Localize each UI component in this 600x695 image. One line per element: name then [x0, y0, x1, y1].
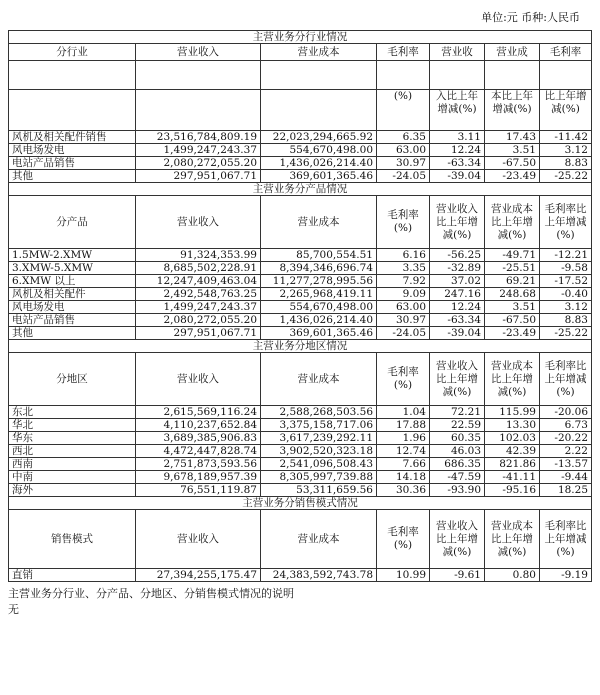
table-cell: 9.09 [377, 288, 430, 301]
table-cell: 72.21 [430, 406, 485, 419]
table-cell: 22,023,294,665.92 [261, 131, 377, 144]
table-cell: 1.96 [377, 432, 430, 445]
row-label: 西南 [9, 458, 136, 471]
column-header: 营业成本 [261, 353, 377, 406]
table-cell: 7.92 [377, 275, 430, 288]
row-label: 3.XMW-5.XMW [9, 262, 136, 275]
table-cell: 2,080,272,055.20 [136, 314, 261, 327]
table-cell: -9.44 [540, 471, 592, 484]
table-cell: 8.83 [540, 157, 592, 170]
table-cell: -20.22 [540, 432, 592, 445]
table-cell: -63.34 [430, 314, 485, 327]
table-cell: 248.68 [485, 288, 540, 301]
column-header: 营业成本 [261, 196, 377, 249]
row-label: 西北 [9, 445, 136, 458]
table-cell: -23.49 [485, 170, 540, 183]
table-row [9, 288, 592, 301]
table-cell: 37.02 [430, 275, 485, 288]
table-row [9, 301, 592, 314]
table-cell: -9.58 [540, 262, 592, 275]
table-cell: 42.39 [485, 445, 540, 458]
empty-cell [136, 61, 261, 90]
table-cell: 1,499,247,243.37 [136, 301, 261, 314]
table-cell: 63.00 [377, 144, 430, 157]
column-header: 分产品 [9, 196, 136, 249]
table-cell: -63.34 [430, 157, 485, 170]
column-subheader: 比上年增减(%) [540, 90, 592, 131]
table-cell: 2,541,096,508.43 [261, 458, 377, 471]
table-row [9, 262, 592, 275]
column-header: 分行业 [9, 44, 136, 61]
table-cell: -23.49 [485, 327, 540, 340]
table-cell: 3.11 [430, 131, 485, 144]
table-cell: 30.97 [377, 157, 430, 170]
table-cell: 85,700,554.51 [261, 249, 377, 262]
section-title: 主营业务分产品情况 [9, 183, 592, 196]
table-cell: -24.05 [377, 327, 430, 340]
empty-cell [261, 90, 377, 131]
empty-cell [9, 61, 136, 90]
table-row [9, 484, 592, 497]
table-cell: 8,394,346,696.74 [261, 262, 377, 275]
table-cell: 63.00 [377, 301, 430, 314]
row-label: 风电场发电 [9, 144, 136, 157]
table-row [9, 170, 592, 183]
column-header: 营业成本 [261, 510, 377, 569]
empty-cell [430, 61, 485, 90]
table-cell: 2,265,968,419.11 [261, 288, 377, 301]
empty-cell [485, 61, 540, 90]
table-cell: 14.18 [377, 471, 430, 484]
table-cell: 60.35 [430, 432, 485, 445]
table-cell: 369,601,365.46 [261, 170, 377, 183]
table-cell: 2,615,569,116.24 [136, 406, 261, 419]
notes-caption: 主营业务分行业、分产品、分地区、分销售模式情况的说明 [8, 587, 294, 600]
row-label: 海外 [9, 484, 136, 497]
table-cell: 6.16 [377, 249, 430, 262]
column-header: 毛利率(%) [377, 196, 430, 249]
table-cell: 554,670,498.00 [261, 301, 377, 314]
column-header: 分地区 [9, 353, 136, 406]
table-cell: 6.35 [377, 131, 430, 144]
table-row [9, 249, 592, 262]
table-cell: 3,902,520,323.18 [261, 445, 377, 458]
table-cell: -25.22 [540, 327, 592, 340]
column-header: 营业收入比上年增减(%) [430, 510, 485, 569]
row-label: 1.5MW-2.XMW [9, 249, 136, 262]
row-label: 中南 [9, 471, 136, 484]
table-cell: 53,311,659.56 [261, 484, 377, 497]
table-header-row [9, 196, 592, 249]
table-cell: 91,324,353.99 [136, 249, 261, 262]
empty-cell [261, 61, 377, 90]
row-label: 风机及相关配件销售 [9, 131, 136, 144]
table-row [9, 458, 592, 471]
table-row [9, 314, 592, 327]
column-subheader: (%) [377, 90, 430, 131]
main-business-table [8, 30, 592, 582]
section-title-row [9, 183, 592, 196]
table-cell: 3.35 [377, 262, 430, 275]
table-cell: -0.40 [540, 288, 592, 301]
table-cell: 76,551,119.87 [136, 484, 261, 497]
table-cell: 554,670,498.00 [261, 144, 377, 157]
table-cell: 8.83 [540, 314, 592, 327]
table-cell: 23,516,784,809.19 [136, 131, 261, 144]
empty-cell [377, 61, 430, 90]
table-cell: 102.03 [485, 432, 540, 445]
table-cell: 69.21 [485, 275, 540, 288]
table-cell: 46.03 [430, 445, 485, 458]
column-header: 营业成本比上年增减(%) [485, 353, 540, 406]
table-cell: 22.59 [430, 419, 485, 432]
table-cell: -24.05 [377, 170, 430, 183]
table-cell: -67.50 [485, 157, 540, 170]
table-header-row [9, 353, 592, 406]
row-label: 风机及相关配件 [9, 288, 136, 301]
table-cell: 2,080,272,055.20 [136, 157, 261, 170]
table-cell: 30.36 [377, 484, 430, 497]
table-row [9, 131, 592, 144]
column-header: 营业成本 [261, 44, 377, 61]
table-cell: 4,110,237,652.84 [136, 419, 261, 432]
table-cell: 686.35 [430, 458, 485, 471]
table-cell: -95.16 [485, 484, 540, 497]
column-header: 营业收入 [136, 510, 261, 569]
table-cell: 11,277,278,995.56 [261, 275, 377, 288]
row-label: 6.XMW 以上 [9, 275, 136, 288]
table-cell: 115.99 [485, 406, 540, 419]
column-header: 营业收入 [136, 353, 261, 406]
table-cell: -47.59 [430, 471, 485, 484]
table-cell: 10.99 [377, 569, 430, 582]
table-cell: -13.57 [540, 458, 592, 471]
table-row [9, 471, 592, 484]
table-row [9, 327, 592, 340]
table-cell: 24,383,592,743.78 [261, 569, 377, 582]
table-cell: 3.51 [485, 144, 540, 157]
table-row [9, 432, 592, 445]
table-cell: 2,751,873,593.56 [136, 458, 261, 471]
table-row [9, 144, 592, 157]
notes-content: 无 [8, 603, 19, 616]
table-cell: -39.04 [430, 170, 485, 183]
table-cell: 3,689,385,906.83 [136, 432, 261, 445]
table-row [9, 445, 592, 458]
empty-cell [9, 90, 136, 131]
table-cell: 1.04 [377, 406, 430, 419]
table-cell: 247.16 [430, 288, 485, 301]
column-header: 营业收入 [136, 196, 261, 249]
column-header: 毛利率 [377, 44, 430, 61]
section-title: 主营业务分销售模式情况 [9, 497, 592, 510]
table-row [9, 157, 592, 170]
row-label: 电站产品销售 [9, 157, 136, 170]
table-cell: -56.25 [430, 249, 485, 262]
table-row [9, 419, 592, 432]
row-label: 电站产品销售 [9, 314, 136, 327]
table-cell: -93.90 [430, 484, 485, 497]
spacer-row [9, 61, 592, 90]
table-cell: -39.04 [430, 327, 485, 340]
column-header: 营业收 [430, 44, 485, 61]
unit-currency-line: 单位:元 币种:人民币 [481, 11, 580, 24]
table-row [9, 275, 592, 288]
table-cell: -20.06 [540, 406, 592, 419]
table-cell: 2,492,548,763.25 [136, 288, 261, 301]
column-header: 销售模式 [9, 510, 136, 569]
table-cell: 1,436,026,214.40 [261, 157, 377, 170]
table-cell: 12.24 [430, 301, 485, 314]
table-cell: 9,678,189,957.39 [136, 471, 261, 484]
column-header: 毛利率比上年增减(%) [540, 510, 592, 569]
table-subheader-row [9, 90, 592, 131]
column-header: 营业收入 [136, 44, 261, 61]
table-row [9, 569, 592, 582]
table-row [9, 406, 592, 419]
row-label: 其他 [9, 170, 136, 183]
table-cell: 3.12 [540, 301, 592, 314]
table-cell: 18.25 [540, 484, 592, 497]
column-subheader: 本比上年增减(%) [485, 90, 540, 131]
column-header: 营业成本比上年增减(%) [485, 196, 540, 249]
table-cell: 8,305,997,739.88 [261, 471, 377, 484]
table-cell: -9.61 [430, 569, 485, 582]
column-header: 毛利率比上年增减(%) [540, 196, 592, 249]
table-cell: 369,601,365.46 [261, 327, 377, 340]
table-cell: 12,247,409,463.04 [136, 275, 261, 288]
table-cell: 12.74 [377, 445, 430, 458]
table-cell: 3,375,158,717.06 [261, 419, 377, 432]
table-cell: 0.80 [485, 569, 540, 582]
table-header-row [9, 44, 592, 61]
table-cell: -25.51 [485, 262, 540, 275]
table-cell: 1,436,026,214.40 [261, 314, 377, 327]
row-label: 风电场发电 [9, 301, 136, 314]
column-header: 营业成本比上年增减(%) [485, 510, 540, 569]
column-header: 毛利率 [540, 44, 592, 61]
table-cell: -49.71 [485, 249, 540, 262]
column-header: 毛利率(%) [377, 353, 430, 406]
row-label: 东北 [9, 406, 136, 419]
column-header: 毛利率比上年增减(%) [540, 353, 592, 406]
table-cell: 297,951,067.71 [136, 327, 261, 340]
table-cell: 27,394,255,175.47 [136, 569, 261, 582]
empty-cell [540, 61, 592, 90]
table-cell: -11.42 [540, 131, 592, 144]
table-cell: -67.50 [485, 314, 540, 327]
table-cell: -32.89 [430, 262, 485, 275]
section-title-row [9, 31, 592, 44]
table-cell: 3.12 [540, 144, 592, 157]
table-cell: 17.43 [485, 131, 540, 144]
table-cell: 7.66 [377, 458, 430, 471]
column-header: 营业收入比上年增减(%) [430, 353, 485, 406]
table-cell: 13.30 [485, 419, 540, 432]
section-title-row [9, 340, 592, 353]
column-header: 营业成 [485, 44, 540, 61]
table-cell: -25.22 [540, 170, 592, 183]
table-cell: -9.19 [540, 569, 592, 582]
table-cell: 4,472,447,828.74 [136, 445, 261, 458]
table-cell: 8,685,502,228.91 [136, 262, 261, 275]
table-cell: 12.24 [430, 144, 485, 157]
table-cell: 6.73 [540, 419, 592, 432]
column-header: 营业收入比上年增减(%) [430, 196, 485, 249]
section-title: 主营业务分行业情况 [9, 31, 592, 44]
empty-cell [136, 90, 261, 131]
table-cell: 3,617,239,292.11 [261, 432, 377, 445]
table-cell: 17.88 [377, 419, 430, 432]
row-label: 华北 [9, 419, 136, 432]
table-cell: -41.11 [485, 471, 540, 484]
table-cell: 1,499,247,243.37 [136, 144, 261, 157]
column-header: 毛利率(%) [377, 510, 430, 569]
table-cell: -17.52 [540, 275, 592, 288]
table-cell: 297,951,067.71 [136, 170, 261, 183]
row-label: 华东 [9, 432, 136, 445]
table-cell: 821.86 [485, 458, 540, 471]
row-label: 其他 [9, 327, 136, 340]
section-title: 主营业务分地区情况 [9, 340, 592, 353]
row-label: 直销 [9, 569, 136, 582]
table-cell: -12.21 [540, 249, 592, 262]
column-subheader: 入比上年增减(%) [430, 90, 485, 131]
table-cell: 30.97 [377, 314, 430, 327]
table-cell: 2.22 [540, 445, 592, 458]
table-header-row [9, 510, 592, 569]
table-cell: 2,588,268,503.56 [261, 406, 377, 419]
section-title-row [9, 497, 592, 510]
table-cell: 3.51 [485, 301, 540, 314]
